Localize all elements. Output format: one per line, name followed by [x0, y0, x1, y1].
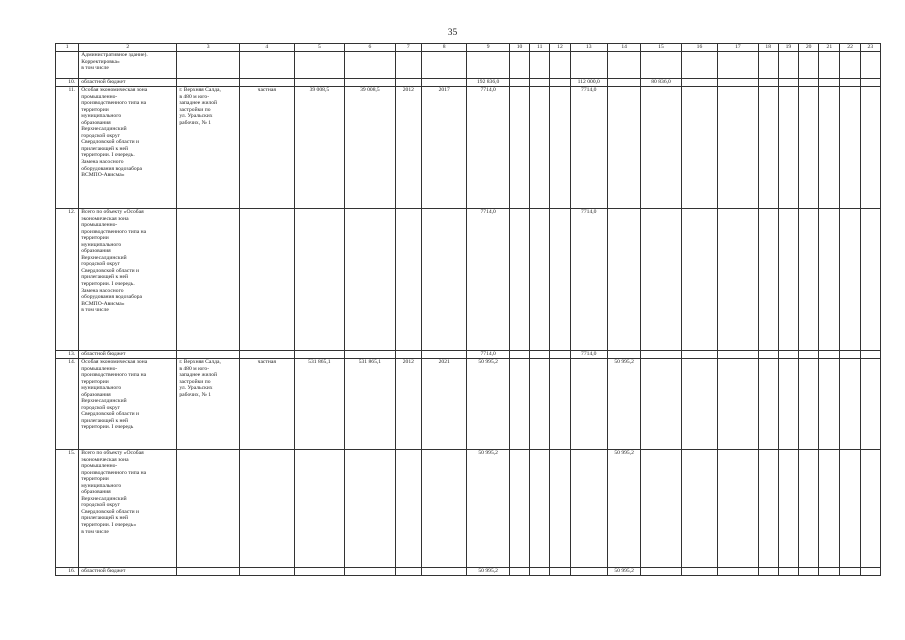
table-cell	[530, 568, 550, 576]
table-cell	[860, 568, 880, 576]
table-cell: 50 995,2	[467, 568, 509, 576]
table-cell	[799, 568, 819, 576]
table-cell: 7714,0	[467, 87, 509, 209]
table-cell	[421, 568, 466, 576]
table-row	[56, 79, 881, 87]
table-cell: 39 008,5	[345, 87, 396, 209]
table-cell	[509, 359, 529, 450]
table-cell	[509, 87, 529, 209]
table-cell: 112 000,0	[570, 79, 607, 87]
column-number-cell: 20	[799, 44, 819, 52]
table-cell: 50 995,2	[467, 359, 509, 450]
table-cell	[819, 359, 840, 450]
table-cell: 80 836,0	[641, 79, 681, 87]
column-number-cell: 14	[607, 44, 640, 52]
table-row	[56, 450, 881, 568]
column-number-cell: 15	[641, 44, 681, 52]
table-cell	[177, 209, 240, 351]
table-cell	[421, 79, 466, 87]
table-cell	[550, 209, 570, 351]
table-row	[56, 351, 881, 359]
table-cell	[239, 450, 294, 568]
table-cell	[819, 209, 840, 351]
table-cell	[530, 450, 550, 568]
column-number-row	[56, 44, 881, 52]
table-cell: г. Верхняя Салда, в 480 м юго- западнее жилой застройки по ул. Уральских рабочих, № 1	[177, 359, 240, 450]
table-cell	[570, 450, 607, 568]
column-number-cell: 18	[758, 44, 778, 52]
table-cell	[607, 209, 640, 351]
table-cell: 50 995,2	[607, 450, 640, 568]
table-cell	[819, 87, 840, 209]
table-cell	[345, 209, 396, 351]
table-cell: 531 865,1	[345, 359, 396, 450]
table-row	[56, 359, 881, 450]
column-number-cell: 11	[530, 44, 550, 52]
table-cell	[294, 351, 345, 359]
table-cell	[860, 79, 880, 87]
table-cell	[509, 79, 529, 87]
table-cell	[294, 209, 345, 351]
table-cell: Особая экономическая зона промышленно- производственного типа на территории муниципального образования Верхнесалдинский городской округ Свердловской области и прилегающей к ней территории. I очередь. Замена насосного оборудования водозабора ВСМПО-Ависма»	[79, 87, 177, 209]
table-cell	[840, 351, 860, 359]
table-cell: 531 865,1	[294, 359, 345, 450]
table-cell	[799, 359, 819, 450]
column-number-cell: 4	[239, 44, 294, 52]
table-cell	[345, 79, 396, 87]
table-cell	[607, 351, 640, 359]
table-cell	[421, 52, 466, 79]
table-cell	[607, 87, 640, 209]
table-cell	[345, 52, 396, 79]
table-cell: 2012	[395, 87, 421, 209]
table-cell	[570, 52, 607, 79]
table-cell	[641, 209, 681, 351]
column-number-cell: 16	[681, 44, 717, 52]
table-cell	[718, 87, 758, 209]
table-cell	[509, 52, 529, 79]
table-cell	[860, 209, 880, 351]
table-cell	[799, 79, 819, 87]
table-cell	[177, 351, 240, 359]
table-cell	[294, 52, 345, 79]
table-cell	[509, 351, 529, 359]
table-cell	[860, 450, 880, 568]
table-cell	[758, 359, 778, 450]
table-cell	[550, 79, 570, 87]
column-number-cell: 12	[550, 44, 570, 52]
table-cell	[840, 450, 860, 568]
table-cell	[421, 450, 466, 568]
column-number-cell: 19	[778, 44, 798, 52]
table-cell: Всего по объекту «Особая экономическая зона промышленно- производственного типа на территории муниципального образования Верхнесалдинский городской округ Свердловской области и прилегающей к ней территории. I очередь. Замена насосного оборудования водозабора ВСМПО-Ависма» в том числе	[79, 209, 177, 351]
table-cell: Всего по объекту «Особая экономическая зона промышленно- производственного типа на территории муниципального образования Верхнесалдинский городской округ Свердловской области и прилегающей к ней территории. I очередь» в том числе	[79, 450, 177, 568]
table-cell	[758, 351, 778, 359]
table-cell	[819, 79, 840, 87]
table-cell	[799, 87, 819, 209]
table-cell: 7714,0	[570, 209, 607, 351]
table-cell	[778, 450, 798, 568]
table-cell	[778, 359, 798, 450]
table-cell	[607, 52, 640, 79]
table-cell	[177, 79, 240, 87]
table-cell	[758, 79, 778, 87]
table-cell	[778, 568, 798, 576]
table-cell	[239, 209, 294, 351]
table-cell	[641, 450, 681, 568]
table-cell	[819, 568, 840, 576]
table-cell	[718, 209, 758, 351]
table-cell	[799, 351, 819, 359]
table-cell: 192 836,0	[467, 79, 509, 87]
table-cell	[239, 568, 294, 576]
table-cell	[550, 568, 570, 576]
table-cell	[177, 52, 240, 79]
table-cell: областной бюджет	[79, 79, 177, 87]
table-cell	[509, 209, 529, 351]
table-cell	[467, 52, 509, 79]
table-cell	[718, 351, 758, 359]
table-cell	[607, 79, 640, 87]
table-cell	[550, 351, 570, 359]
column-number-cell: 2	[79, 44, 177, 52]
column-number-cell: 5	[294, 44, 345, 52]
page-number: 35	[447, 28, 458, 38]
row-number-cell: 16.	[56, 568, 79, 576]
table-cell	[550, 450, 570, 568]
table-cell	[294, 79, 345, 87]
table-cell	[840, 209, 860, 351]
table-cell	[345, 568, 396, 576]
row-number-cell: 10.	[56, 79, 79, 87]
table-cell	[778, 79, 798, 87]
table-cell	[641, 359, 681, 450]
table-cell: Административное здание). Корректировка» в том числе	[79, 52, 177, 79]
table-cell: 7714,0	[570, 87, 607, 209]
table-cell	[718, 79, 758, 87]
table-cell	[681, 52, 717, 79]
table-cell	[550, 359, 570, 450]
table-cell	[819, 52, 840, 79]
table-cell	[641, 52, 681, 79]
row-number-cell	[56, 52, 79, 79]
column-number-cell: 22	[840, 44, 860, 52]
table-row	[56, 568, 881, 576]
table-cell	[509, 450, 529, 568]
table-cell: 50 995,2	[607, 359, 640, 450]
table-cell: частная	[239, 359, 294, 450]
table-cell	[345, 351, 396, 359]
table-cell	[421, 351, 466, 359]
table-cell	[395, 450, 421, 568]
column-number-cell: 6	[345, 44, 396, 52]
table-cell: 7714,0	[467, 209, 509, 351]
table-cell	[758, 568, 778, 576]
table-cell	[718, 568, 758, 576]
table-cell	[421, 209, 466, 351]
table-cell	[681, 87, 717, 209]
table-cell	[840, 568, 860, 576]
table-cell: 2021	[421, 359, 466, 450]
table-cell: 50 995,2	[607, 568, 640, 576]
column-number-cell: 1	[56, 44, 79, 52]
column-number-cell: 3	[177, 44, 240, 52]
table-cell	[681, 568, 717, 576]
table-cell	[819, 450, 840, 568]
table-cell: 2017	[421, 87, 466, 209]
table-cell	[778, 87, 798, 209]
table-cell: 39 008,5	[294, 87, 345, 209]
table-row	[56, 209, 881, 351]
table-cell	[860, 87, 880, 209]
table-cell	[395, 209, 421, 351]
table-cell	[550, 52, 570, 79]
table-cell	[530, 351, 550, 359]
table-cell	[681, 351, 717, 359]
table-cell	[395, 79, 421, 87]
table-cell: 2012	[395, 359, 421, 450]
column-number-cell: 10	[509, 44, 529, 52]
column-number-cell: 8	[421, 44, 466, 52]
table-cell: г. Верхняя Салда, в 480 м юго- западнее жилой застройки по ул. Уральских рабочих, № 1	[177, 87, 240, 209]
table-cell	[345, 450, 396, 568]
table-cell	[758, 450, 778, 568]
table-cell	[718, 450, 758, 568]
table-cell	[570, 359, 607, 450]
table-cell	[239, 79, 294, 87]
table-cell	[550, 87, 570, 209]
table-cell	[778, 52, 798, 79]
table-cell	[395, 351, 421, 359]
table-cell	[509, 568, 529, 576]
table-cell	[530, 52, 550, 79]
table-cell	[799, 450, 819, 568]
table-cell	[530, 209, 550, 351]
table-cell	[840, 359, 860, 450]
column-number-cell: 17	[718, 44, 758, 52]
table-cell	[840, 52, 860, 79]
table-cell	[778, 351, 798, 359]
table-cell	[177, 568, 240, 576]
table-cell	[530, 87, 550, 209]
table-cell	[641, 87, 681, 209]
table-row	[56, 52, 881, 79]
table-cell	[681, 450, 717, 568]
table-cell	[860, 359, 880, 450]
table-cell	[641, 568, 681, 576]
table-cell: частная	[239, 87, 294, 209]
table-cell	[239, 351, 294, 359]
table-cell	[819, 351, 840, 359]
table-cell	[860, 52, 880, 79]
column-number-cell: 9	[467, 44, 509, 52]
table-cell	[177, 450, 240, 568]
table-cell	[681, 209, 717, 351]
row-number-cell: 12.	[56, 209, 79, 351]
column-number-cell: 23	[860, 44, 880, 52]
table-cell	[758, 209, 778, 351]
table-cell	[799, 209, 819, 351]
table-cell	[778, 209, 798, 351]
table-cell	[395, 52, 421, 79]
table-cell	[718, 52, 758, 79]
table-cell	[840, 87, 860, 209]
table-cell	[294, 450, 345, 568]
table-cell: 50 995,2	[467, 450, 509, 568]
table-cell	[530, 79, 550, 87]
column-number-cell: 7	[395, 44, 421, 52]
budget-table	[55, 43, 881, 576]
table-cell	[570, 568, 607, 576]
table-cell	[294, 568, 345, 576]
table-cell	[758, 87, 778, 209]
row-number-cell: 13.	[56, 351, 79, 359]
table-cell	[395, 568, 421, 576]
table-cell	[641, 351, 681, 359]
column-number-cell: 21	[819, 44, 840, 52]
table-cell: областной бюджет	[79, 568, 177, 576]
row-number-cell: 11.	[56, 87, 79, 209]
table-cell	[530, 359, 550, 450]
table-row	[56, 87, 881, 209]
column-number-cell: 13	[570, 44, 607, 52]
table-cell	[681, 79, 717, 87]
table-cell: 7714,0	[570, 351, 607, 359]
row-number-cell: 15.	[56, 450, 79, 568]
table-cell: 7714,0	[467, 351, 509, 359]
table-cell	[239, 52, 294, 79]
table-cell	[758, 52, 778, 79]
table-cell	[840, 79, 860, 87]
table-cell	[860, 351, 880, 359]
table-cell	[681, 359, 717, 450]
table-cell	[718, 359, 758, 450]
row-number-cell: 14.	[56, 359, 79, 450]
table-cell: Особая экономическая зона промышленно- производственного типа на территории муниципального образования Верхнесалдинский городской округ Свердловской области и прилегающей к ней территории. I очередь	[79, 359, 177, 450]
table-cell: областной бюджет	[79, 351, 177, 359]
table-cell	[799, 52, 819, 79]
